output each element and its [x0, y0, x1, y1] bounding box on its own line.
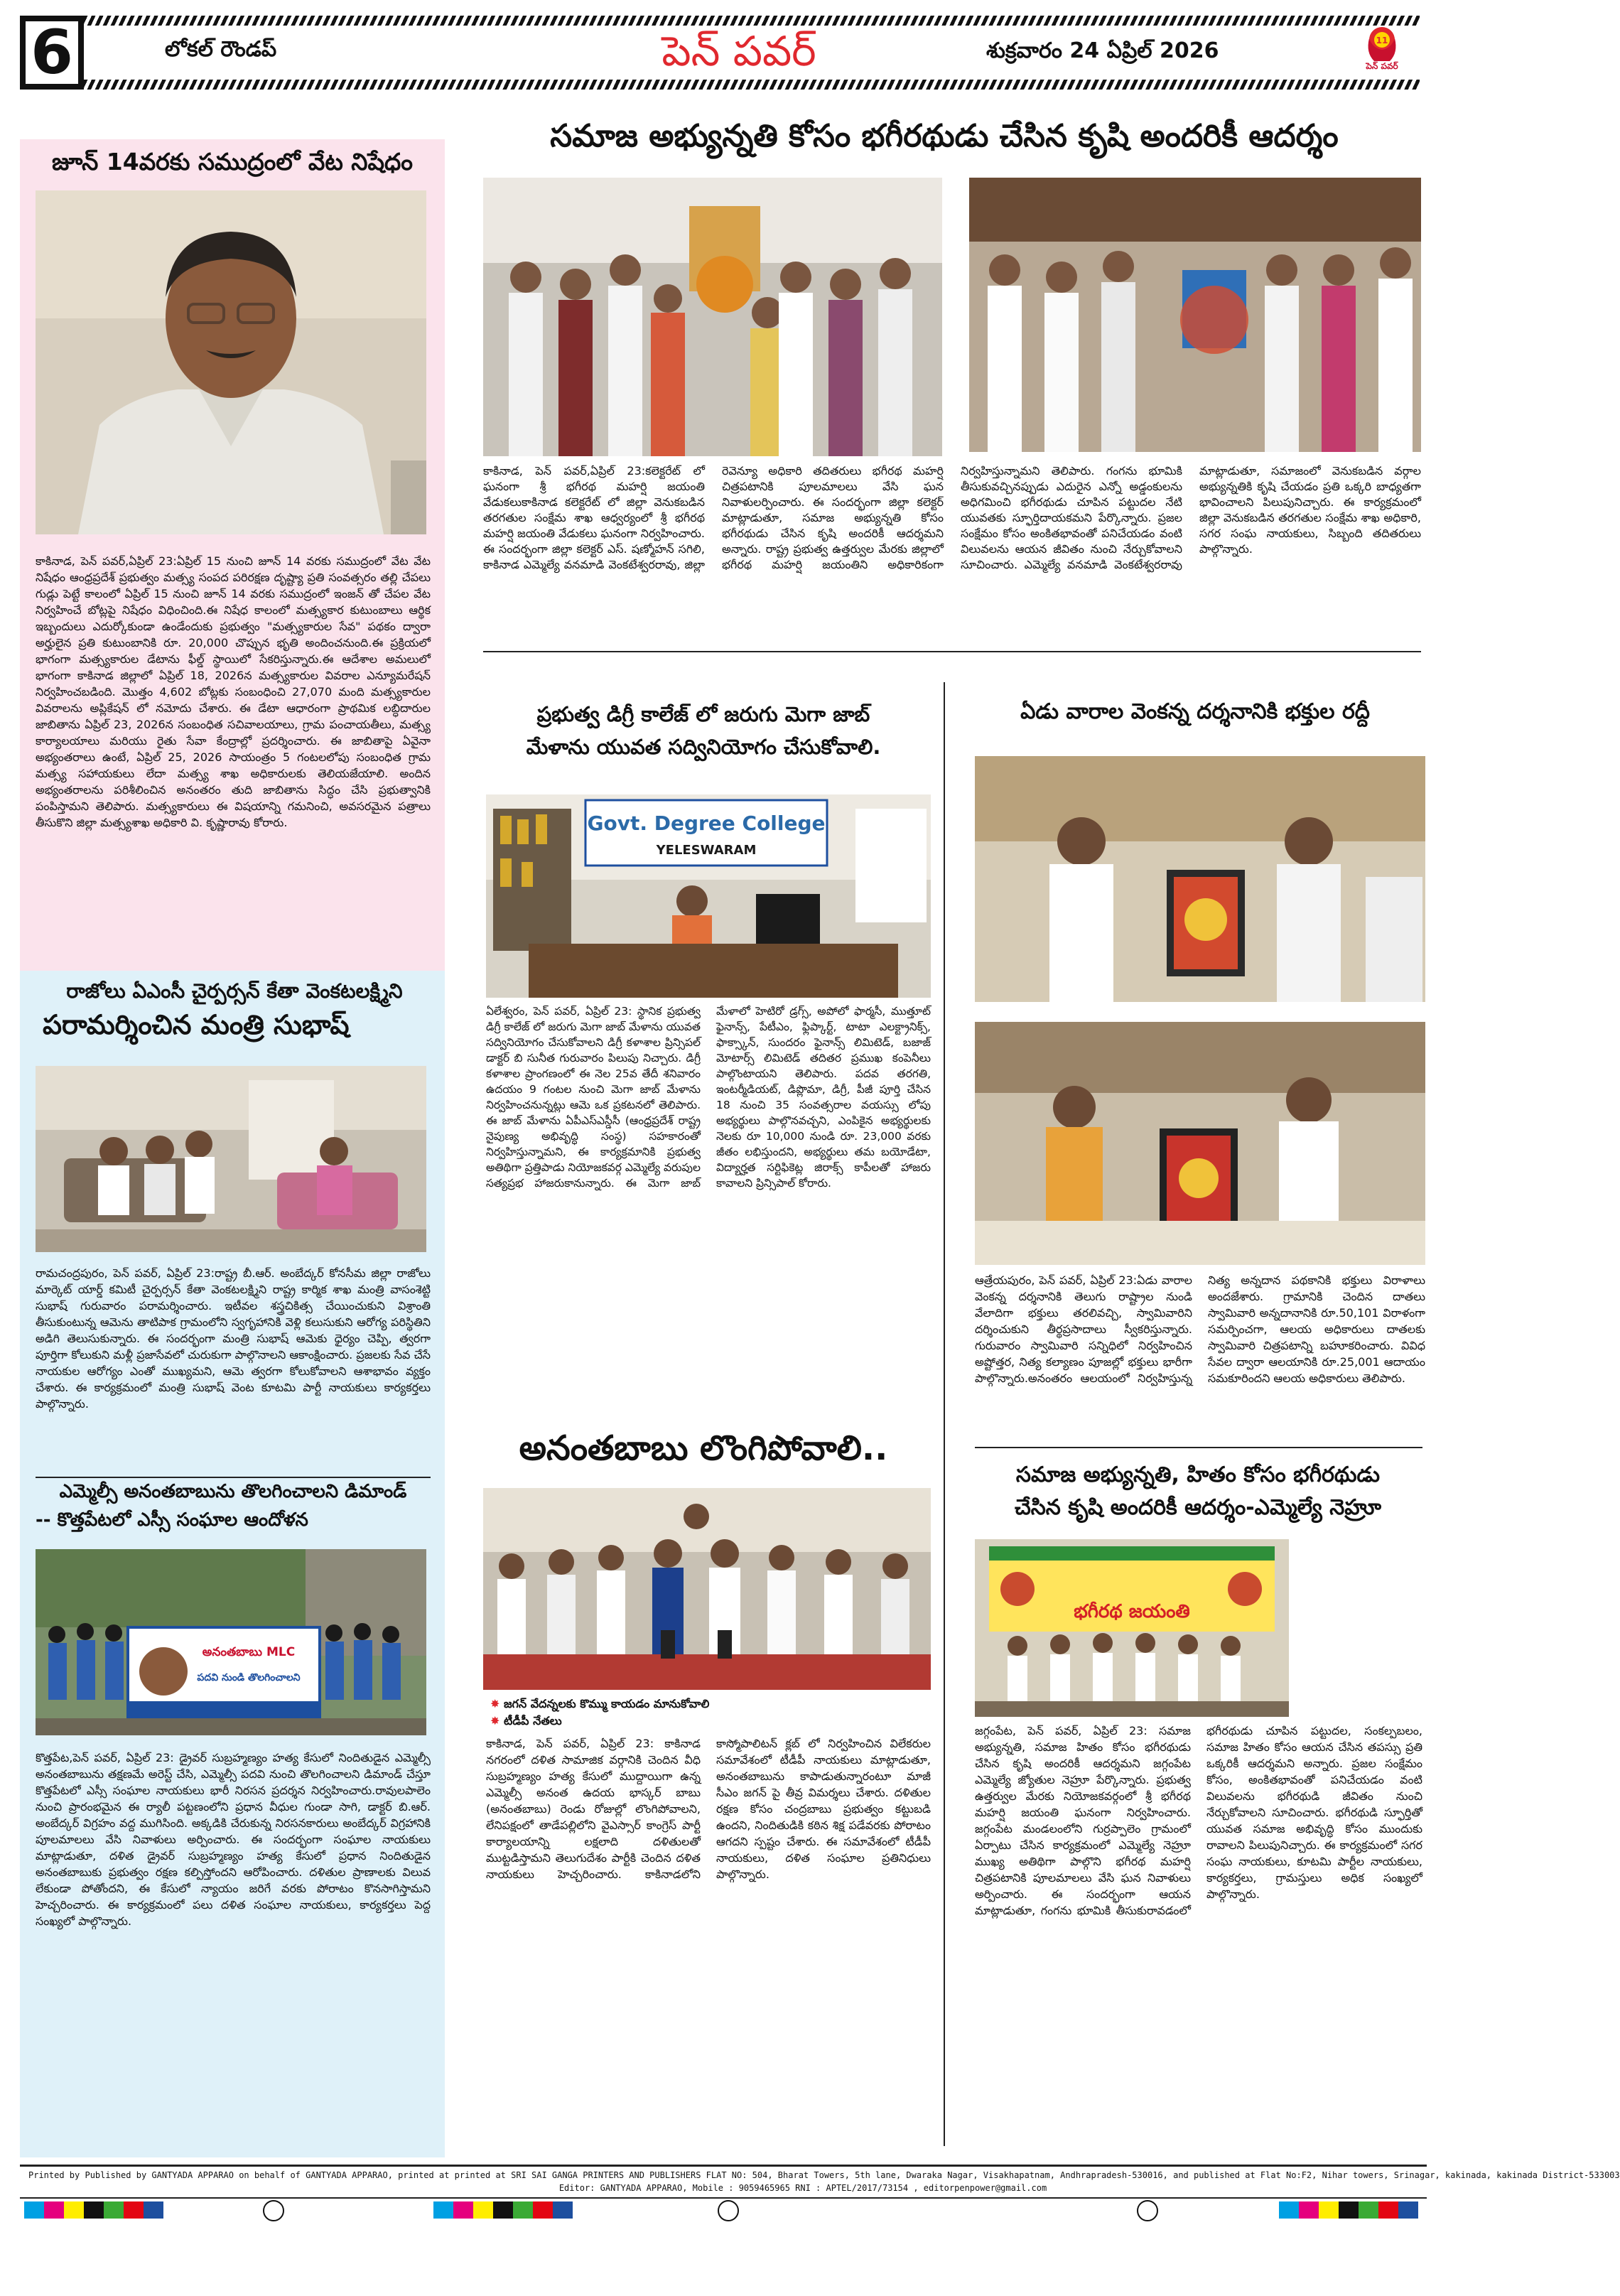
swatch-black	[84, 2201, 104, 2219]
mlc-banner-text2: పదవి నుండి తొలగించాలని	[197, 1672, 301, 1683]
jobmela-college-photo	[486, 794, 931, 998]
ananthababu-headline: అనంతబాబు లొంగిపోవాలి..	[519, 1428, 888, 1468]
nehru-headline-line1: సమాజ అభ్యున్నతి, హితం కోసం భగీరథుడు	[1015, 1462, 1381, 1487]
rajolu-headline-line2: పరామర్శించిన మంత్రి సుభాష్	[43, 1009, 350, 1040]
ananthababu-caption-2	[490, 1714, 917, 1730]
nehru-headline-line2: చేసిన కృషి అందరికీ ఆదర్శం-ఎమ్మెల్యే నెహ్రూ	[1014, 1495, 1382, 1520]
college-sign-line2: YELESWARAM	[656, 843, 757, 858]
nehru-event-photo	[975, 1539, 1289, 1717]
ananthababu-pressmeet-photo	[483, 1488, 931, 1690]
swatch-green	[104, 2201, 124, 2219]
paper-title: పెన్ పవర్	[662, 27, 816, 75]
mlc-banner-text1: అనంతబాబు MLC	[202, 1645, 296, 1659]
mlc-headline-line2: -- కొత్తపేటలో ఎస్సీ సంఘాల ఆందోళన	[36, 1509, 308, 1531]
bhagiratha-headline: సమాజ అభ్యున్నతి కోసం భగీరథుడు చేసిన కృషి అందరికీ ఆదర్శం	[550, 118, 1339, 154]
fishing-story-body: కాకినాడ, పెన్ పవర్,ఏప్రిల్ 23:ఏప్రిల్ 15 నుంచి జూన్ 14 వరకు సముద్రంలో వేట వేట నిషేధం ఆంధ్రప్రదేశ్ ప్రభుత్వం మత్స్య సంపద పరిరక్షణ దృష్ట్యా ప్రతి సంవత్సరం తల్లి చేపలు గుడ్లు పెట్టే కాలంలో ఏప్రిల్ 15 నుంచి జూన్ 14 వరకు సముద్రంలో ఇంజన్ తో చేపల వేట నిర్వహించే బోట్లపై నిషేధం విధించింది.ఈ నిషేధ కాలంలో మత్స్యకార కుటుంబాలు ఆర్థిక ఇబ్బందులు ఎదుర్కోకుండా ఉండేందుకు ప్రభుత్వం "మత్స్యకారుల సేవ" పథకం ద్వారా అర్హులైన ప్రతి కుటుంబానికి రూ. 20,000 చొప్పున భృతి అందించనుంది.ఈ ప్రక్రియలో భాగంగా మత్స్యకారుల డేటాను ఫీల్డ్ స్థాయిలో సేకరిస్తున్నారు.ఈ ఆదేశాల అమలులో భాగంగా కాకినాడ జిల్లాలో ఏప్రిల్ 18, 2026న మత్స్యకారుల వివరాల ఎన్యూమరేషన్ నిర్వహించబడింది. మొత్తం 4,602 బోట్లకు సంబంధించి 27,070 మంది మత్స్యకారుల వివరాలను అప్లికేషన్ లో నమోదు చేశారు. ఈ డేటా ఆధారంగా ప్రాథమిక లబ్ధిదారుల జాబితాను ఏప్రిల్ 23, 2026న సంబంధిత సచివాలయాలు, గ్రామ పంచాయతీలు, మత్స్య కార్యాలయాలు మరియు రైతు సేవా కేంద్రాల్లో ప్రదర్శించారు. ఈ జాబితాపై ఏవైనా అభ్యంతరాలు ఉంటే, ఏప్రిల్ 25, 2026 సాయంత్రం 5 గంటలలోపు సంబంధిత గ్రామ మత్స్య సహాయకులు లేదా మత్స్య శాఖ అధికారులకు తెలియజేయాలి. అందిన అభ్యంతరాలను పరిశీలించిన అనంతరం తుది జాబితాను సిద్ధం చేసి ప్రభుత్వానికి పంపిస్తామని తెలిపారు. మత్స్యకారులు ఈ విషయాన్ని గమనించి, అవసరమైన పత్రాలు తీసుకొని జిల్లా మత్స్యశాఖ అధికారి వి. కృష్ణారావు కోరారు.	[36, 554, 431, 829]
ananthababu-story-body: కాకినాడ, పెన్ పవర్, ఏప్రిల్ 23: కాకినాడ నగరంలో దళిత సామాజిక వర్గానికి చెందిన వీధి సుబ్రహ్మణ్యం హత్య కేసులో ముద్దాయిగా ఉన్న ఎమ్మెల్సీ అనంత ఉదయ భాస్కర్ బాబు (అనంతబాబు) రెండు రోజుల్లో లొంగిపోవాలని, లేనిపక్షంలో తాడేపల్లిలోని వైఎస్సార్ కాంగ్రెస్ పార్టీ కార్యాలయాన్ని లక్షలాది దళితులతో ముట్టడిస్తామని తెలుగుదేశం పార్టీకి చెందిన దళిత నాయకులు హెచ్చరించారు. కాకినాడలోని కాస్మోపాలిటన్ క్లబ్ లో నిర్వహించిన విలేకరుల సమావేశంలో టీడీపీ నాయకులు మాట్లాడుతూ, అనంతబాబును కాపాడుతున్నారంటూ మాజీ సీఎం జగన్ పై తీవ్ర విమర్శలు చేశారు. దళితుల రక్షణ కోసం చంద్రబాబు ప్రభుత్వం కట్టుబడి ఉందని, నిందితుడికి కఠిన శిక్ష పడేవరకు పోరాటం ఆగదని స్పష్టం చేశారు. ఈ సమావేశంలో టీడీపీ నాయకులు, దళిత సంఘాల ప్రతినిధులు పాల్గొన్నారు.	[486, 1737, 931, 1881]
registration-mark-icon	[1137, 2200, 1158, 2221]
venkanna-story-body: ఆత్రేయపురం, పెన్ పవర్, ఏప్రిల్ 23:ఏడు వారాల వెంకన్న దర్శనానికి తెలుగు రాష్ట్రాల నుండి వేలాదిగా భక్తులు తరలివచ్చి, స్వామివారిని దర్శించుకుని తీర్థప్రసాదాలు స్వీకరిస్తున్నారు. గురువారం స్వామివారి సన్నిధిలో నిర్వహించిన అష్టోత్తర, నిత్య కల్యాణం పూజల్లో భక్తులు భారీగా పాల్గొన్నారు.అనంతరం ఆలయంలో నిర్వహిస్తున్న నిత్య అన్నదాన పథకానికి భక్తులు విరాళాలు అందజేశారు. గ్రామానికి చెందిన దాతలు స్వామివారి అన్నదానానికి రూ.50,101 విరాళంగా సమర్పించగా, ఆలయ అధికారులు దాతలకు స్వామివారి చిత్రపటాన్ని బహూకరించారు. వివిధ సేవల ద్వారా ఆలయానికి రూ.25,001 ఆదాయం సమకూరిందని ఆలయ అధికారులు తెలిపారు.	[975, 1273, 1425, 1385]
college-sign-line1: Govt. Degree College	[587, 812, 826, 835]
masthead-rule-top	[84, 16, 1420, 26]
rajolu-story-body: రామచంద్రపురం, పెన్ పవర్, ఏప్రిల్ 23:రాష్ట్ర బీ.ఆర్. అంబేద్కర్ కోనసీమ జిల్లా రాజోలు మార్కెట్ యార్డ్ కమిటీ చైర్పర్సన్ కేతా వెంకటలక్ష్మిని రాష్ట్ర కార్మిక శాఖ మంత్రి వాసంశెట్టి సుభాష్ గురువారం పరామర్శించారు. ఇటీవల శస్త్రచికిత్స చేయించుకుని విశ్రాంతి తీసుకుంటున్న ఆమెను తాటిపాక గ్రామంలోని స్వగృహానికి వెళ్లి కలుసుకుని ఆరోగ్య పరిస్థితిని అడిగి తెలుసుకున్నారు. ఈ సందర్భంగా మంత్రి సుభాష్ ఆమెకు ధైర్యం చెప్పి, త్వరగా పూర్తిగా కోలుకుని మళ్లీ ప్రజాసేవలో చురుకుగా పాల్గొనాలని ఆకాంక్షించారు. ప్రజలకు సేవ చేసే నాయకుల ఆరోగ్యం ఎంతో ముఖ్యమని, ఆమె త్వరగా కోలుకోవాలని ఆశాభావం వ్యక్తం చేశారు. ఈ కార్యక్రమంలో మంత్రి సుభాష్ వెంట కూటమి పార్టీ నాయకులు కార్యకర్తలు పాల్గొన్నారు.	[36, 1266, 431, 1411]
swatch-red	[124, 2201, 144, 2219]
footer-imprint: Printed by Published by GANTYADA APPARAO on behalf of GANTYADA APPARAO, printed at printed at SRI SAI GANGA PRINTERS AND PUBLISHERS FLAT NO: 504, Bharat Towers, 5th lane, Dwaraka Nagar, Visakhapatnam, Andhrapradesh-530016, and published at Flat No:F2, Nihar towers, Srinagar, kakinada, kakinada District-533003	[28, 2170, 1620, 2180]
page-number: 6	[31, 17, 73, 88]
red-bullet-icon: ✸	[490, 1697, 504, 1710]
mid-right-column-divider	[944, 682, 945, 2146]
swatch-yellow	[64, 2201, 84, 2219]
bhagiratha-photo-left	[483, 178, 942, 456]
swatch-magenta	[44, 2201, 64, 2219]
color-bar-left	[24, 2201, 163, 2221]
top-section-divider	[483, 651, 1421, 652]
color-bar-center	[433, 2201, 573, 2221]
section-label: లోకల్ రౌండప్	[165, 37, 277, 62]
bhagiratha-photo-right	[969, 178, 1421, 452]
venkanna-photo-top	[975, 756, 1425, 1002]
venkanna-headline: ఏడు వారాల వెంకన్న దర్శనానికి భక్తుల రద్దీ	[1020, 699, 1370, 724]
left-column-divider	[36, 1477, 431, 1478]
swatch-blue	[144, 2201, 163, 2219]
mlc-story-body: కొత్తపేట,పెన్ పవర్, ఏప్రిల్ 23: డ్రైవర్ సుబ్రహ్మణ్యం హత్య కేసులో నిందితుడైన ఎమ్మెల్సీ అనంతబాబును తక్షణమే అరెస్ట్ చేసి, ఎమ్మెల్సీ పదవి నుంచి తొలగించాలని డిమాండ్ చేస్తూ కొత్తపేటలో ఎస్సీ సంఘాల నాయకులు భారీ నిరసన ప్రదర్శన నిర్వహించారు.రావులపాలెం నుంచి ప్రారంభమైన ఈ ర్యాలీ పట్టణంలోని ప్రధాన వీధుల గుండా సాగి, డాక్టర్ బి.ఆర్. అంబేద్కర్ విగ్రహం వద్ద ముగిసింది. అక్కడికి చేరుకున్న నిరసనకారులు అంబేద్కర్ విగ్రహానికి పూలమాలలు వేసి నివాళులు అర్పించారు. ఈ సందర్భంగా సంఘాల నాయకులు మాట్లాడుతూ, దళిత డ్రైవర్ సుబ్రహ్మణ్యం హత్య కేసులో ప్రధాన నిందితుడైన అనంతబాబుకు ప్రభుత్వం రక్షణ కల్పిస్తోందని ఆరోపించారు. దళితుల ప్రాణాలకు విలువ లేకుండా పోతోందని, ఈ కేసులో న్యాయం జరిగే వరకు పోరాటం కొనసాగిస్తామని హెచ్చరించారు. ఈ కార్యక్రమంలో పలు దళిత సంఘాల నాయకులు, కార్యకర్తలు పెద్ద సంఖ్యలో పాల్గొన్నారు.	[36, 1751, 431, 1928]
bhagiratha-story-body: కాకినాడ, పెన్ పవర్,ఏప్రిల్ 23:కలెక్టరేట్ లో ఘనంగా శ్రీ భగీరథ మహర్షి జయంతి వేడుకలుకాకినాడ కలెక్టరేట్ లో జిల్లా వెనుకబడిన తరగతుల సంక్షేమ శాఖ ఆధ్వర్యంలో శ్రీ భగీరథ మహర్షి జయంతి వేడుకలు ఘనంగా నిర్వహించారు. ఈ సందర్భంగా జిల్లా కలెక్టర్ ఎస్. షణ్మోహన్ సగిలి, కాకినాడ ఎమ్మెల్యే వనమాడి వెంకటేశ్వరరావు, జిల్లా రెవెన్యూ అధికారి తదితరులు భగీరథ మహర్షి చిత్రపటానికి పూలమాలలు వేసి ఘన నివాళులర్పించారు. ఈ సందర్భంగా జిల్లా కలెక్టర్ మాట్లాడుతూ, సమాజ అభ్యున్నతి కోసం భగీరథుడు చేసిన కృషి అందరికీ ఆదర్శమని అన్నారు. రాష్ట్ర ప్రభుత్వ ఉత్తర్వుల మేరకు జిల్లాలో భగీరథ మహర్షి జయంతిని అధికారికంగా నిర్వహిస్తున్నామని తెలిపారు. గంగను భూమికి తీసుకువచ్చినప్పుడు ఎదురైన ఎన్నో అడ్డంకులను అధిగమించి భగీరథుడు చూపిన పట్టుదల నేటి యువతకు స్ఫూర్తిదాయకమని పేర్కొన్నారు. ప్రజల సంక్షేమం కోసం అంకితభావంతో పనిచేయడం వంటి విలువలను ఆయన జీవితం నుంచి నేర్చుకోవాలని సూచించారు. ఎమ్మెల్యే వనమాడి వెంకటేశ్వరరావు మాట్లాడుతూ, సమాజంలో వెనుకబడిన వర్గాల అభ్యున్నతికి కృషి చేయడం ప్రతి ఒక్కరి బాధ్యతగా భావించాలని పిలుపునిచ్చారు. ఈ కార్యక్రమంలో జిల్లా వెనుకబడిన తరగతుల సంక్షేమ శాఖ అధికారి, సగర సంఘ నాయకులు, సిబ్బంది తదితరులు పాల్గొన్నారు.	[483, 464, 1421, 571]
footer-editor: Editor: GANTYADA APPARAO, Mobile : 9059465965 RNI : APTEL/2017/73154 , editorpenpower@gmail.com	[558, 2183, 1047, 2193]
svg-text:11: 11	[1376, 36, 1388, 45]
logo-text: పెన్ పవర్	[1366, 61, 1398, 71]
nehru-story-body: జగ్గంపేట, పెన్ పవర్, ఏప్రిల్ 23: సమాజ అభ్యున్నతి, సమాజ హితం కోసం భగీరథుడు చేసిన కృషి అందరికీ ఆదర్శమని జగ్గంపేట ఎమ్మెల్యే జ్యోతుల నెహ్రూ పేర్కొన్నారు. ప్రభుత్వ ఉత్తర్వుల మేరకు నియోజకవర్గంలో శ్రీ భగీరథ మహర్షి జయంతి ఘనంగా నిర్వహించారు. జగ్గంపేట మండలంలోని గుర్రప్పాలెం గ్రామంలో ఏర్పాటు చేసిన కార్యక్రమంలో ఎమ్మెల్యే నెహ్రూ ముఖ్య అతిథిగా పాల్గొని భగీరథ మహర్షి చిత్రపటానికి పూలమాలలు వేసి ఘన నివాళులు అర్పించారు. ఈ సందర్భంగా ఆయన మాట్లాడుతూ, గంగను భూమికి తీసుకురావడంలో భగీరథుడు చూపిన పట్టుదల, సంకల్పబలం, సమాజ హితం కోసం ఆయన చేసిన తపస్సు ప్రతి ఒక్కరికీ ఆదర్శమని అన్నారు. ప్రజల సంక్షేమం కోసం, అంకితభావంతో పనిచేయడం వంటి విలువలను భగీరథుడి జీవితం నుంచి నేర్చుకోవాలని సూచించారు. భగీరథుడి స్ఫూర్తితో యువత సమాజ అభివృద్ధి కోసం ముందుకు రావాలని పిలుపునిచ్చారు. ఈ కార్యక్రమంలో సగర సంఘ నాయకులు, కూటమి పార్టీల నాయకులు, కార్యకర్తలు, గ్రామస్తులు అధిక సంఖ్యలో పాల్గొన్నారు.	[975, 1724, 1422, 1917]
page-number-box	[20, 16, 84, 90]
caption-text-1: జగన్ వేదన్నలకు కొమ్ము కాయడం మానుకోవాలి	[503, 1697, 710, 1710]
mlc-protest-photo	[36, 1549, 426, 1735]
jobmela-headline-line1: ప్రభుత్వ డిగ్రీ కాలేజ్ లో జరుగు మెగా జాబ్	[536, 702, 870, 726]
rajolu-minister-photo	[36, 1066, 426, 1252]
fishing-story-headline: జూన్ 14వరకు సముద్రంలో వేట నిషేధం	[51, 148, 414, 176]
paper-logo	[1360, 24, 1404, 74]
fishing-officer-photo	[36, 190, 426, 534]
jobmela-story-body: ఏలేశ్వరం, పెన్ పవర్, ఏప్రిల్ 23: స్థానిక ప్రభుత్వ డిగ్రీ కాలేజ్ లో జరుగు మెగా జాబ్ మేళాను యువత సద్వినియోగం చేసుకోవాలని డిగ్రీ కళాశాల ప్రిన్సిపల్ డాక్టర్ బి సునీత గురువారం పిలుపు నిచ్చారు. డిగ్రీ కళాశాల ప్రాంగణంలో ఈ నెల 25వ తేదీ శనివారం ఉదయం 9 గంటల నుంచి మెగా జాబ్ మేళాను నిర్వహించనున్నట్లు ఆమె ఒక ప్రకటనలో తెలిపారు. ఈ జాబ్ మేళాను ఏపీఎస్ఎస్డీసీ (ఆంధ్రప్రదేశ్ రాష్ట్ర నైపుణ్య అభివృద్ధి సంస్థ) సహకారంతో నిర్వహిస్తున్నామని, ఈ కార్యక్రమానికి ప్రభుత్వ అతిథిగా ప్రత్తిపాడు నియోజకవర్గ ఎమ్మెల్యే వరుపుల సత్యప్రభ హాజరుకానున్నారు. ఈ మెగా జాబ్ మేళాలో హెటిరో డ్రగ్స్, అపోలో ఫార్మసీ, ముత్తూట్ ఫైనాన్స్, పేటీఎం, ఫ్లిప్కార్ట్, టాటా ఎలక్ట్రానిక్స్, ఫాక్స్కాన్, సుందరం ఫైనాన్స్ లిమిటెడ్, బజాజ్ మోటార్స్ లిమిటెడ్ తదితర ప్రముఖ కంపెనీలు పాల్గొంటాయని తెలిపారు. పదవ తరగతి, ఇంటర్మీడియట్, డిప్లొమా, డిగ్రీ, పీజీ పూర్తి చేసిన 18 నుంచి 35 సంవత్సరాల వయస్సు లోపు అభ్యర్థులు పాల్గొనవచ్చని, ఎంపికైన అభ్యర్థులకు నెలకు రూ 10,000 నుండి రూ. 23,000 వరకు జీతం లభిస్తుందని, అభ్యర్థులు తమ బయోడేటా, విద్యార్హత సర్టిఫికెట్ల జిరాక్స్ కాపీలతో హాజరు కావాలని ప్రిన్సిపాల్ కోరారు.	[486, 1005, 931, 1190]
registration-mark-icon	[718, 2200, 739, 2221]
swatch-cyan	[24, 2201, 44, 2219]
color-bar-right	[1279, 2201, 1418, 2221]
mlc-headline-line1: ఎమ్మెల్సీ అనంతబాబును తొలగించాలని డిమాండ్	[59, 1481, 407, 1502]
stage-banner-text: భగీరథ జయంతి	[1074, 1601, 1190, 1622]
red-bullet-icon: ✸	[490, 1714, 504, 1728]
caption-text-2: టీడీపీ నేతలు	[503, 1714, 562, 1728]
rajolu-headline-line1: రాజోలు ఏఎంసీ చైర్పర్సన్ కేతా వెంకటలక్ష్మిని	[66, 979, 403, 1003]
ananthababu-caption-1	[490, 1697, 917, 1713]
right-section-divider	[975, 1447, 1422, 1448]
footer-rule	[20, 2165, 1427, 2167]
registration-mark-icon	[263, 2200, 284, 2221]
venkanna-photo-bottom	[975, 1022, 1425, 1265]
issue-date: శుక్రవారం 24 ఏప్రిల్ 2026	[986, 38, 1219, 63]
jobmela-headline-line2: మేళాను యువత సద్వినియోగం చేసుకోవాలి.	[526, 735, 881, 759]
footer-rule-bottom	[20, 2197, 1427, 2199]
